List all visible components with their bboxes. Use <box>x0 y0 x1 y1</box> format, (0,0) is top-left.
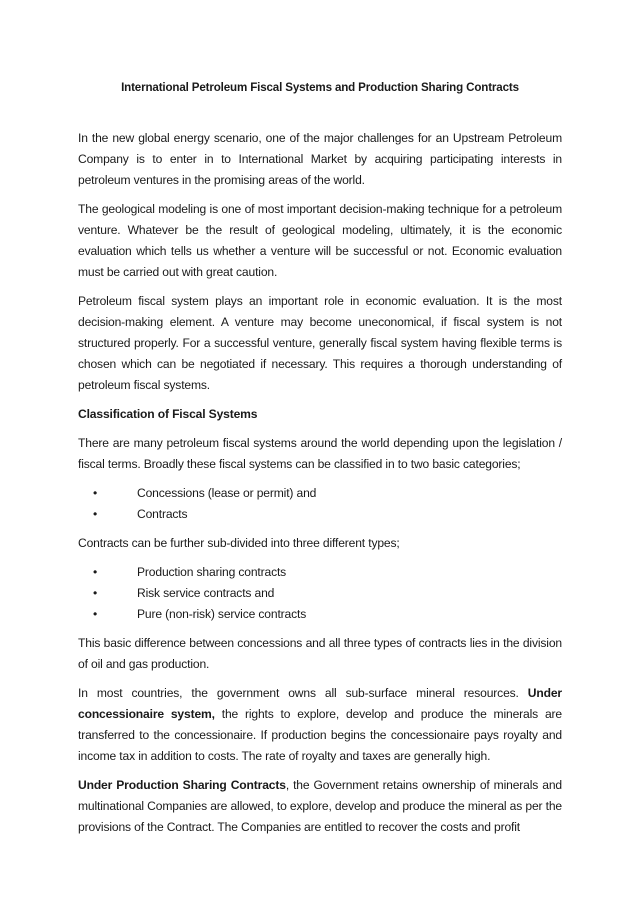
bullet-icon: • <box>93 607 98 621</box>
list-item-text: Production sharing contracts <box>137 565 287 579</box>
list-item <box>78 562 562 583</box>
psc-rest-text: , the Government retains ownership of minerals and multinational Companies are allowed, to explore, develop and produce the mineral as per the provisions of the Contract. The Companies are entitled to recover the costs and profit <box>78 778 562 834</box>
bullet-icon: • <box>93 486 98 500</box>
psc-bold-text: Under Production Sharing Contracts <box>78 778 286 792</box>
list-item-text: Contracts <box>137 507 188 521</box>
concession-rest-text: the rights to explore, develop and produce the minerals are transferred to the concessionaire. If production begins the concessionaire pays royalty and income tax in addition to costs. The rate of royalty and taxes are generally high. <box>78 707 562 763</box>
paragraph-geological-modeling: The geological modeling is one of most important decision-making technique for a petroleum venture. Whatever be the result of geological modeling, ultimately, it is the economic evaluation which tells us whether a venture will be successful or not. Economic evaluation must be carried out with great caution. <box>78 202 562 279</box>
list-item-text: Pure (non-risk) service contracts <box>137 607 307 621</box>
list-item <box>78 604 562 625</box>
section-heading: Classification of Fiscal Systems <box>78 407 258 421</box>
document-title: International Petroleum Fiscal Systems and Production Sharing Contracts <box>121 81 519 94</box>
paragraph-concession-system <box>78 683 562 767</box>
list-item <box>78 583 562 604</box>
paragraph-contracts-intro: Contracts can be further sub-divided into three different types; <box>78 536 400 550</box>
bullet-icon: • <box>93 565 98 579</box>
list-item-text: Risk service contracts and <box>137 586 275 600</box>
bullet-icon: • <box>93 586 98 600</box>
concession-bold-text: Under concessionaire system, <box>78 686 562 721</box>
paragraph-intro: In the new global energy scenario, one of the major challenges for an Upstream Petroleum Company is to enter in to International Market by acquiring participating interests in petroleum ventures in the promising areas of the world. <box>78 131 562 187</box>
paragraph-classification-intro: There are many petroleum fiscal systems around the world depending upon the legislation / fiscal terms. Broadly these fiscal systems can be classified in to two basic categories; <box>78 436 562 471</box>
paragraph-division-difference: This basic difference between concessions and all three types of contracts lies in the division of oil and gas production. <box>78 636 562 671</box>
list-item <box>78 504 562 525</box>
paragraph-production-sharing <box>78 775 562 838</box>
list-item-text: Concessions (lease or permit) and <box>137 486 317 500</box>
paragraph-fiscal-system-role: Petroleum fiscal system plays an important role in economic evaluation. It is the most decision-making element. A venture may become uneconomical, if fiscal system is not structured properly. For a successful venture, generally fiscal system having flexible terms is chosen which can be negotiated if necessary. This requires a thorough understanding of petroleum fiscal systems. <box>78 294 562 392</box>
document-body <box>78 78 562 846</box>
concession-lead-text: In most countries, the government owns all sub-surface mineral resources. <box>78 686 519 700</box>
list-item <box>78 483 562 504</box>
category-list <box>78 483 562 525</box>
contract-type-list <box>78 562 562 625</box>
bullet-icon: • <box>93 507 98 521</box>
